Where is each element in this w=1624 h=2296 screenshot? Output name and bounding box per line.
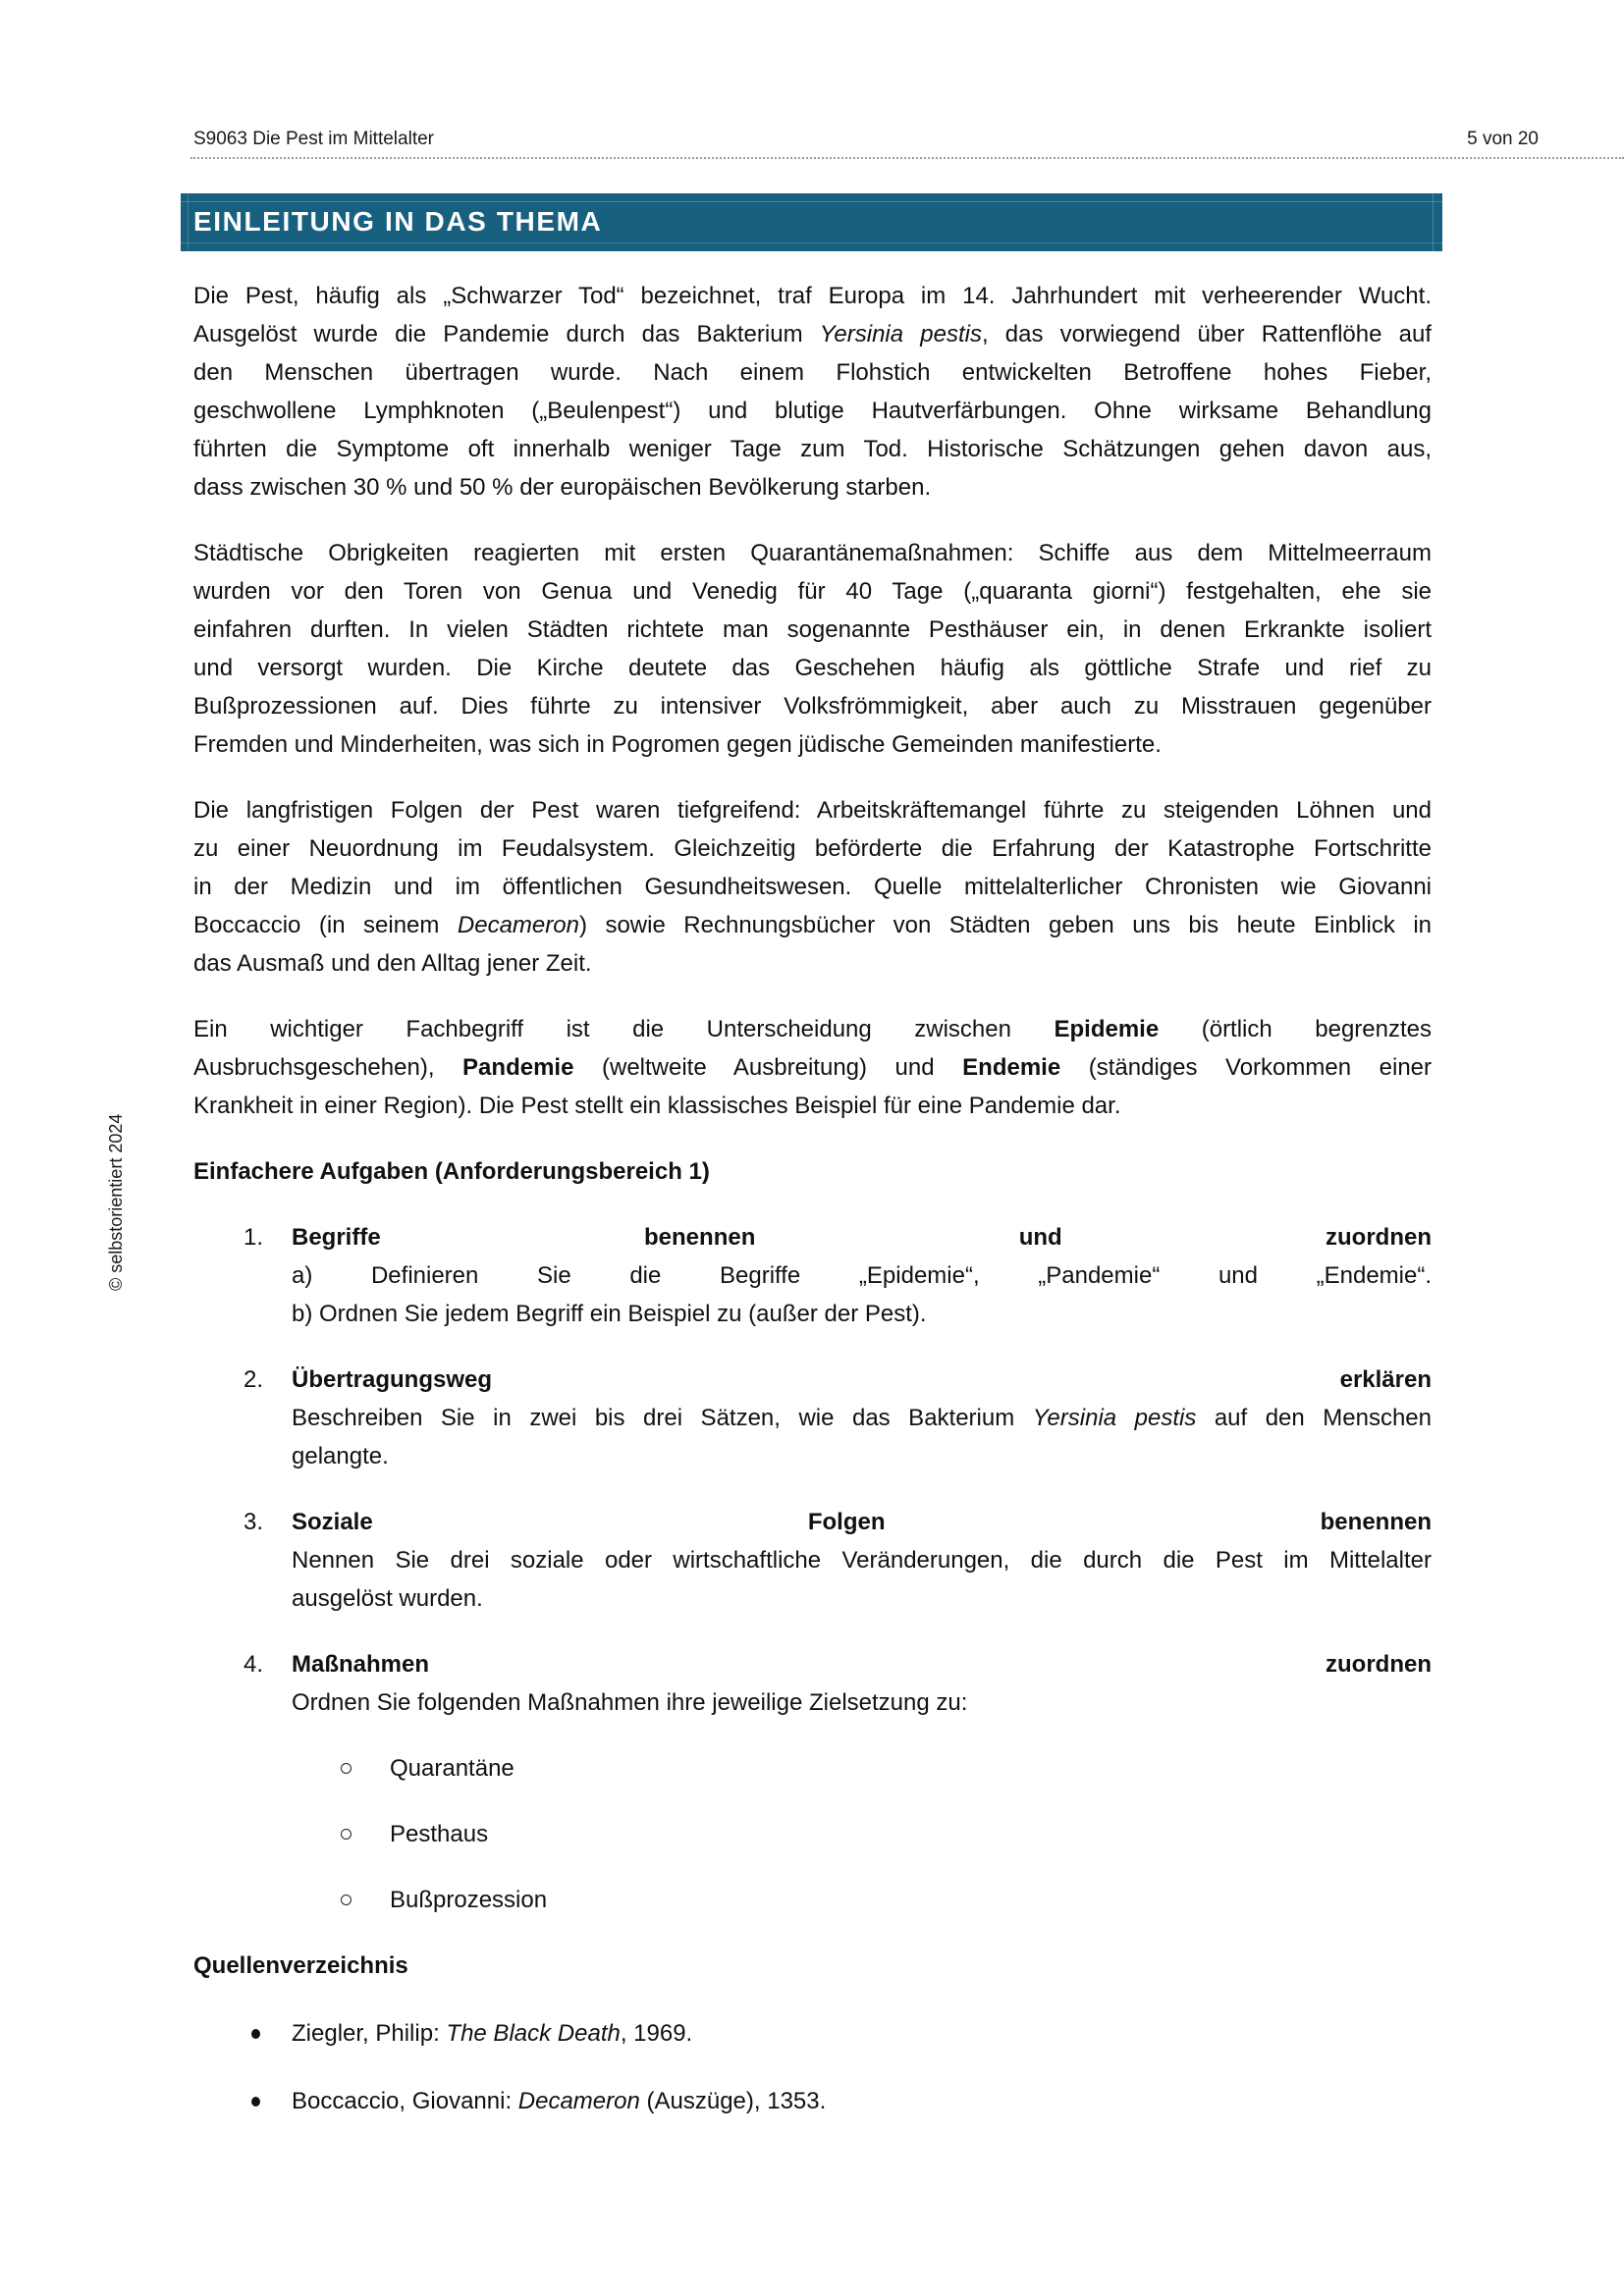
source-details: (Auszüge), 1353. [639,2088,827,2114]
list-item [193,1749,1432,1788]
text-line [193,906,1432,944]
source-author: Ziegler, Philip: [292,2020,447,2047]
section-banner [181,193,1442,251]
text-line: Fremden und Minderheiten, was sich in Pogromen gegen jüdische Gemeinden manifestierte. [193,731,1162,758]
text-line: und versorgt wurden. Die Kirche deutete das Geschehen häufig als göttliche Strafe und rief zu [193,655,1432,681]
italic-term: Yersinia pestis [1032,1405,1197,1431]
task-title: Übertragungsweg erklären [292,1366,1432,1393]
text-run: Boccaccio (in seinem [193,912,458,938]
banner-border-line [1433,193,1434,251]
text-line: zu einer Neuordnung im Feudalsystem. Gleichzeitig beförderte die Erfahrung der Katastrophe Fortschritte [193,835,1432,862]
source-item [193,2082,1432,2120]
text-line: Die langfristigen Folgen der Pest waren tiefgreifend: Arbeitskräftemangel führte zu steigenden Löhnen und [193,797,1432,824]
document-title: S9063 Die Pest im Mittelalter [193,129,434,149]
text-line: Krankheit in einer Region). Die Pest stellt ein klassisches Beispiel für eine Pandemie dar. [193,1093,1121,1119]
document-body [193,277,1432,2120]
task-number: 4. [244,1651,264,1678]
paragraph-intro [193,277,1432,507]
source-item [193,2014,1432,2053]
list-item [193,1881,1432,1919]
text-line: Bußprozessionen auf. Dies führte zu intensiver Volksfrömmigkeit, aber auch zu Misstrauen gegenüber [193,693,1432,720]
source-title: The Black Death [446,2020,621,2047]
task-item [193,1503,1432,1618]
banner-border-line [188,193,189,251]
sources-list [193,2014,1432,2120]
task-title: Soziale Folgen benennen [292,1509,1432,1535]
text-line: den Menschen übertragen wurde. Nach einem Flohstich entwickelten Betroffene hohes Fieber, [193,359,1432,386]
task-item [193,1361,1432,1475]
section-title: EINLEITUNG IN DAS THEMA [193,206,603,237]
text-run: , das vorwiegend über Rattenflöhe auf [981,321,1432,347]
list-item-label: Pesthaus [390,1821,489,1847]
text-line: in der Medizin und im öffentlichen Gesundheitswesen. Quelle mittelalterlicher Chronisten wie Giovanni [193,874,1432,900]
italic-term: Decameron [457,912,579,938]
text-line [193,1048,1432,1087]
text-line: wurden vor den Toren von Genua und Venedig für 40 Tage („quaranta giorni“) festgehalten, ehe sie [193,578,1432,605]
bold-term: Epidemie [1054,1016,1160,1042]
paragraph-terms [193,1010,1432,1125]
task-line: Nennen Sie drei soziale oder wirtschaftliche Veränderungen, die durch die Pest im Mittelalter [292,1547,1432,1574]
copyright-notice: © selbstorientiert 2024 [106,1113,126,1291]
circle-bullet-icon [341,1763,352,1774]
text-line: Städtische Obrigkeiten reagierten mit ersten Quarantänemaßnahmen: Schiffe aus dem Mittelmeerraum [193,540,1432,566]
page-indicator: 5 von 20 [1467,129,1539,149]
task-number: 3. [244,1509,264,1535]
source-title: Decameron [517,2088,640,2114]
text-line: einfahren durften. In vielen Städten richtete man sogenannte Pesthäuser ein, in denen Erkrankte isoliert [193,616,1432,643]
list-item [193,1815,1432,1853]
text-run: Ausgelöst wurde die Pandemie durch das Bakterium [193,321,820,347]
source-author: Boccaccio, Giovanni: [292,2088,518,2114]
list-item-label: Quarantäne [390,1755,514,1782]
task-item [193,1218,1432,1333]
paragraph-consequences [193,791,1432,983]
task-line: gelangte. [292,1443,389,1469]
text-run: (örtlich begrenztes [1159,1016,1432,1042]
text-line [193,1010,1432,1048]
text-line: dass zwischen 30 % und 50 % der europäischen Bevölkerung starben. [193,474,932,501]
measures-list [193,1749,1432,1919]
task-item [193,1645,1432,1722]
bullet-icon [251,2097,260,2107]
tasks-heading: Einfachere Aufgaben (Anforderungsbereich 1) [193,1158,710,1185]
bold-term: Pandemie [462,1054,574,1081]
header-divider [190,157,1624,159]
task-number: 2. [244,1366,264,1393]
text-run: Ausbruchsgeschehen), [193,1054,463,1081]
banner-border-line [181,201,1442,202]
task-title: Maßnahmen zuordnen [292,1651,1432,1678]
sources-heading: Quellenverzeichnis [193,1952,408,1979]
text-run: (weltweite Ausbreitung) und [573,1054,963,1081]
text-run: ) sowie Rechnungsbücher von Städten geben uns bis heute Einblick in [578,912,1432,938]
text-line: Die Pest, häufig als „Schwarzer Tod“ bezeichnet, traf Europa im 14. Jahrhundert mit verheerender Wucht. [193,283,1432,309]
text-line: geschwollene Lymphknoten („Beulenpest“) und blutige Hautverfärbungen. Ohne wirksame Behandlung [193,398,1432,424]
circle-bullet-icon [341,1829,352,1840]
task-title: Begriffe benennen und zuordnen [292,1224,1432,1251]
paragraph-measures [193,534,1432,764]
task-line: a) Definieren Sie die Begriffe „Epidemie“, „Pandemie“ und „Endemie“. [292,1262,1432,1289]
text-line [193,315,1432,353]
text-run: Ein wichtiger Fachbegriff ist die Unterscheidung zwischen [193,1016,1055,1042]
bullet-icon [251,2029,260,2039]
bold-term: Endemie [962,1054,1061,1081]
text-line: das Ausmaß und den Alltag jener Zeit. [193,950,592,977]
text-line: führten die Symptome oft innerhalb weniger Tage zum Tod. Historische Schätzungen gehen davon aus, [193,436,1432,462]
task-line: ausgelöst wurden. [292,1585,483,1612]
list-item-label: Bußprozession [390,1887,548,1913]
text-run: Beschreiben Sie in zwei bis drei Sätzen, wie das Bakterium [292,1405,1033,1431]
task-line: b) Ordnen Sie jedem Begriff ein Beispiel zu (außer der Pest). [292,1301,927,1327]
italic-term: Yersinia pestis [819,321,982,347]
task-line [292,1399,1432,1437]
banner-border-line [181,242,1442,243]
source-details: , 1969. [620,2020,693,2047]
task-number: 1. [244,1224,264,1251]
text-run: (ständiges Vorkommen einer [1060,1054,1432,1081]
text-run: auf den Menschen [1196,1405,1432,1431]
circle-bullet-icon [341,1895,352,1905]
task-line: Ordnen Sie folgenden Maßnahmen ihre jeweilige Zielsetzung zu: [292,1689,968,1716]
